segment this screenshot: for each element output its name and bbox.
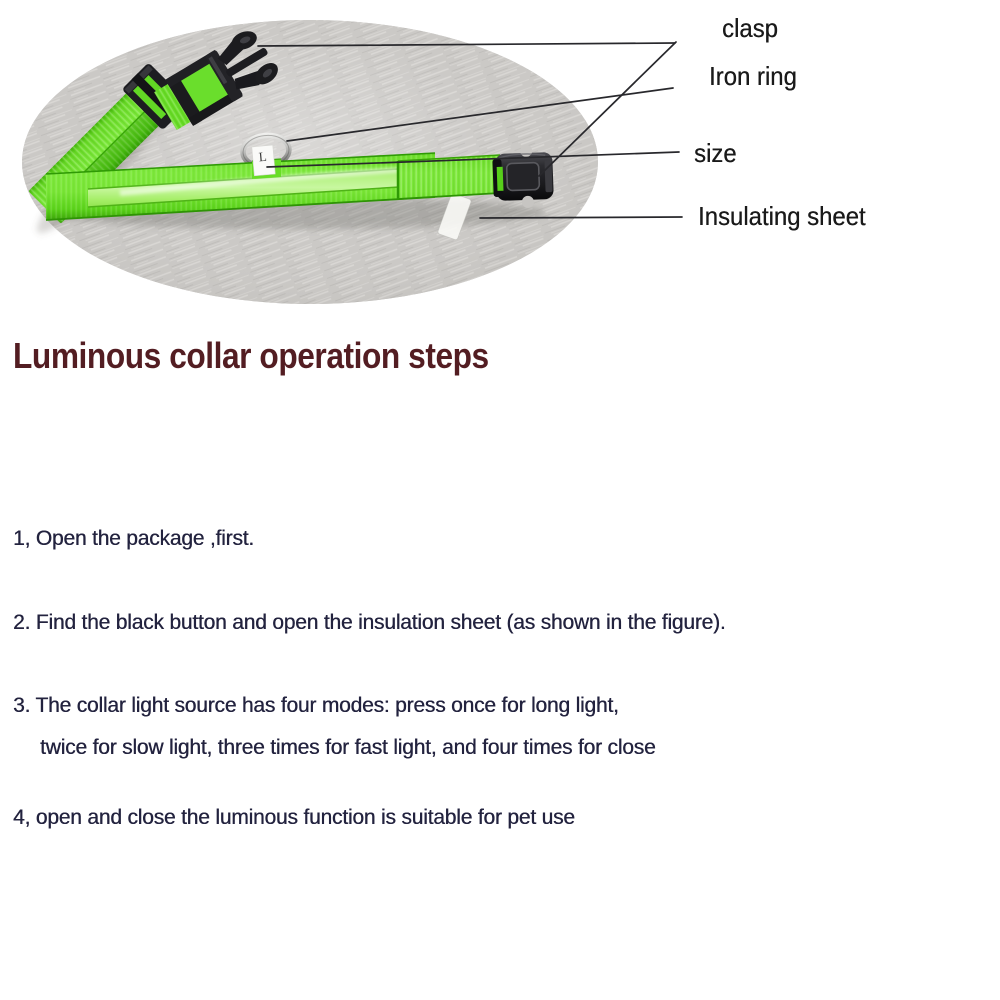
size-tag: [252, 145, 275, 176]
step-1: 1, Open the package ,first.: [13, 527, 254, 550]
label-iron-ring: Iron ring: [709, 61, 797, 91]
label-clasp: clasp: [722, 13, 778, 43]
size-tag-letter: L: [258, 148, 268, 165]
label-insulating-sheet: Insulating sheet: [698, 201, 866, 231]
step-4: 4, open and close the luminous function is suitable for pet use: [13, 806, 575, 829]
step-2: 2. Find the black button and open the insulation sheet (as shown in the figure).: [13, 611, 726, 634]
label-size: size: [694, 138, 737, 168]
callout-line-insulating-sheet: [480, 217, 682, 218]
page-title: Luminous collar operation steps: [13, 335, 489, 376]
step-3-line-2: twice for slow light, three times for fast light, and four times for close: [40, 736, 656, 759]
step-3-line-1: 3. The collar light source has four modes: press once for long light,: [13, 694, 619, 717]
product-photo: [0, 0, 1000, 340]
